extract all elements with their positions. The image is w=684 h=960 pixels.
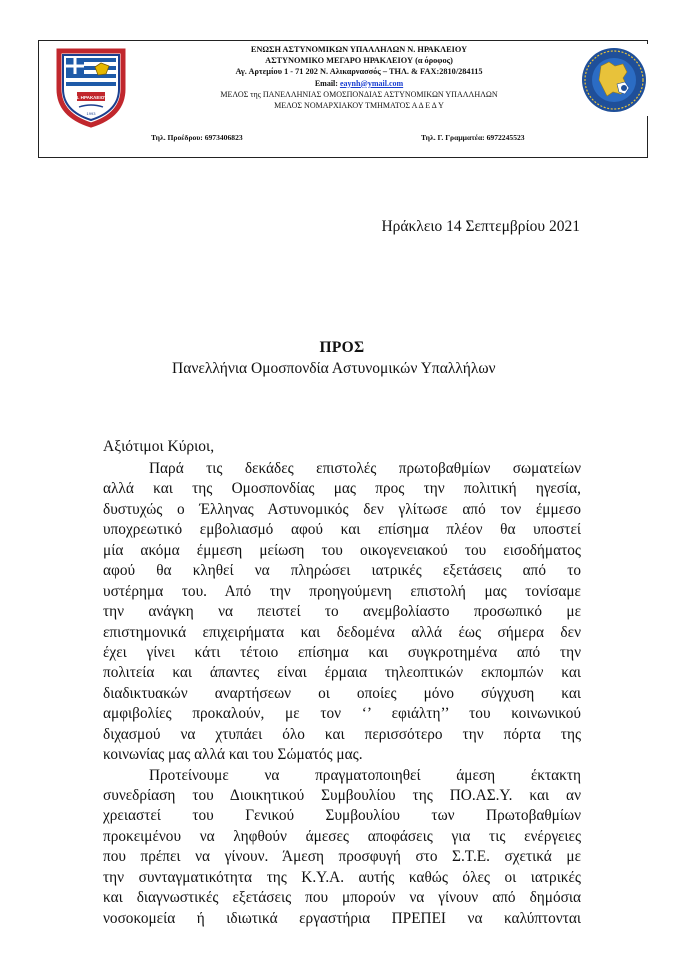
letterhead: [38, 40, 648, 158]
body-line: χρειαστεί του Γενικού Συμβουλίου των Πρωτοβαθμίων: [103, 807, 581, 825]
union-shield-logo: [49, 45, 133, 129]
federation-seal-logo: [579, 44, 649, 116]
body-line: Παρά τις δεκάδες επιστολές πρωτοβαθμίων σωματείων: [149, 460, 581, 477]
body-line: την συνταγματικότητα της Κ.Υ.Α. αυτής καθώς όλες οι ιατρικές: [103, 868, 581, 886]
logo-left-year: 1993: [86, 111, 96, 116]
org-email-line: [159, 78, 559, 89]
body-line: νοσοκομεία ή ιδιωτικά εργαστήρια ΠΡΕΠΕΙ να καλύπτονται: [103, 909, 581, 927]
org-member-line-1: ΜΕΛΟΣ της ΠΑΝΕΛΛΗΝΙΑΣ ΟΜΟΣΠΟΝΔΙΑΣ ΑΣΤΥΝΟΜΙΚΩΝ ΥΠΑΛΛΗΛΩΝ: [220, 89, 498, 99]
email-link[interactable]: eaynh@ymail.com: [339, 78, 404, 88]
org-building: ΑΣΤΥΝΟΜΙΚΟ ΜΕΓΑΡΟ ΗΡΑΚΛΕΙΟΥ (α όροφος): [265, 56, 453, 66]
body-line: διχασμού να χτυπάει όλο και περισσότερο την πόρτα της: [103, 725, 581, 743]
body-line: κοινωνίας μας αλλά και του Σώματός μας.: [103, 746, 363, 764]
body-line: μία ακόμα έμμεση μείωση του οικογενειακού του εισοδήματος: [103, 541, 581, 559]
body-line: δυστυχώς ο Έλληνας Αστυνομικός δεν γλίτωσε από τον έμμεσο: [103, 500, 581, 518]
recipient-name: Πανελλήνια Ομοσπονδία Αστυνομικών Υπαλλήλων: [172, 360, 496, 377]
body-line: έχει γίνει κάτι τέτοιο επίσημα και συγκροτημένα από την: [103, 643, 581, 661]
body-line: πολιτεία και άπαντες είναι έρμαια τηλεοπτικών εκπομπών και: [103, 664, 581, 682]
body-line: προκειμένου να ληφθούν άμεσες αποφάσεις για τις ενέργειες: [103, 827, 581, 845]
president-phone: Τηλ. Προέδρου: 6973406823: [151, 133, 243, 142]
email-label: Email:: [314, 78, 340, 88]
body-line: αλλά και της Ομοσπονδίας μας προς την πολιτική ηγεσία,: [103, 480, 581, 498]
body-line: την ανάγκη να πειστεί το ανεμβολίαστο προσωπικό με: [103, 603, 581, 621]
logo-left-text: Ν. ΗΡΑΚΛΕΙΟΥ: [74, 95, 108, 100]
salutation: Αξιότιμοι Κύριοι,: [103, 438, 215, 455]
org-member-line-2: ΜΕΛΟΣ ΝΟΜΑΡΧΙΑΚΟΥ ΤΜΗΜΑΤΟΣ Α Δ Ε Δ Υ: [274, 101, 444, 111]
letter-body: [103, 459, 581, 929]
body-line: υστέρημα του. Από την προηγούμενη επιστολή μας τονίσαμε: [103, 582, 581, 600]
org-name: ΕΝΩΣΗ ΑΣΤΥΝΟΜΙΚΩΝ ΥΠΑΛΛΗΛΩΝ Ν. ΗΡΑΚΛΕΙΟΥ: [250, 45, 468, 54]
body-line: διαδικτυακών αναρτήσεων οι οποίες μόνο σύγχυση και: [103, 684, 581, 702]
body-line: επιστημονικά επιχειρήματα και δεδομένα αλλά έως σήμερα δεν: [103, 623, 581, 641]
letter-date: Ηράκλειο 14 Σεπτεμβρίου 2021: [381, 218, 580, 235]
org-address: Αγ. Αρτεμίου 1 - 71 202 Ν. Αλικαρνασσός – ΤΗΛ. & FAX:2810/284115: [235, 67, 483, 77]
body-line: που πρέπει να γίνουν. Άμεση προσφυγή στο Σ.Τ.Ε. σχετικά με: [103, 848, 581, 866]
recipient-heading: ΠΡΟΣ: [319, 339, 365, 356]
body-line: υποχρεωτικό εμβολιασμό αφού και επίσημα πλέον θα υποστεί: [103, 521, 581, 539]
secretary-phone: Τηλ. Γ. Γραμματέα: 6972245523: [421, 133, 525, 142]
body-line: αφού θα κληθεί να πληρώσει ιατρικές εξετάσεις από το: [103, 562, 581, 580]
body-line: συνεδρίαση του Διοικητικού Συμβουλίου της ΠΟ.ΑΣ.Υ. και αν: [103, 787, 581, 804]
body-line: αμφιβολίες προκαλούν, με τον ‘’ εφιάλτη’’ του κοινωνικού: [103, 705, 581, 723]
body-line: Προτείνουμε να πραγματοποιηθεί άμεση έκτακτη: [149, 766, 581, 784]
body-line: και διαγνωστικές εξετάσεις που μπορούν να γίνουν από δημόσια: [103, 889, 581, 907]
